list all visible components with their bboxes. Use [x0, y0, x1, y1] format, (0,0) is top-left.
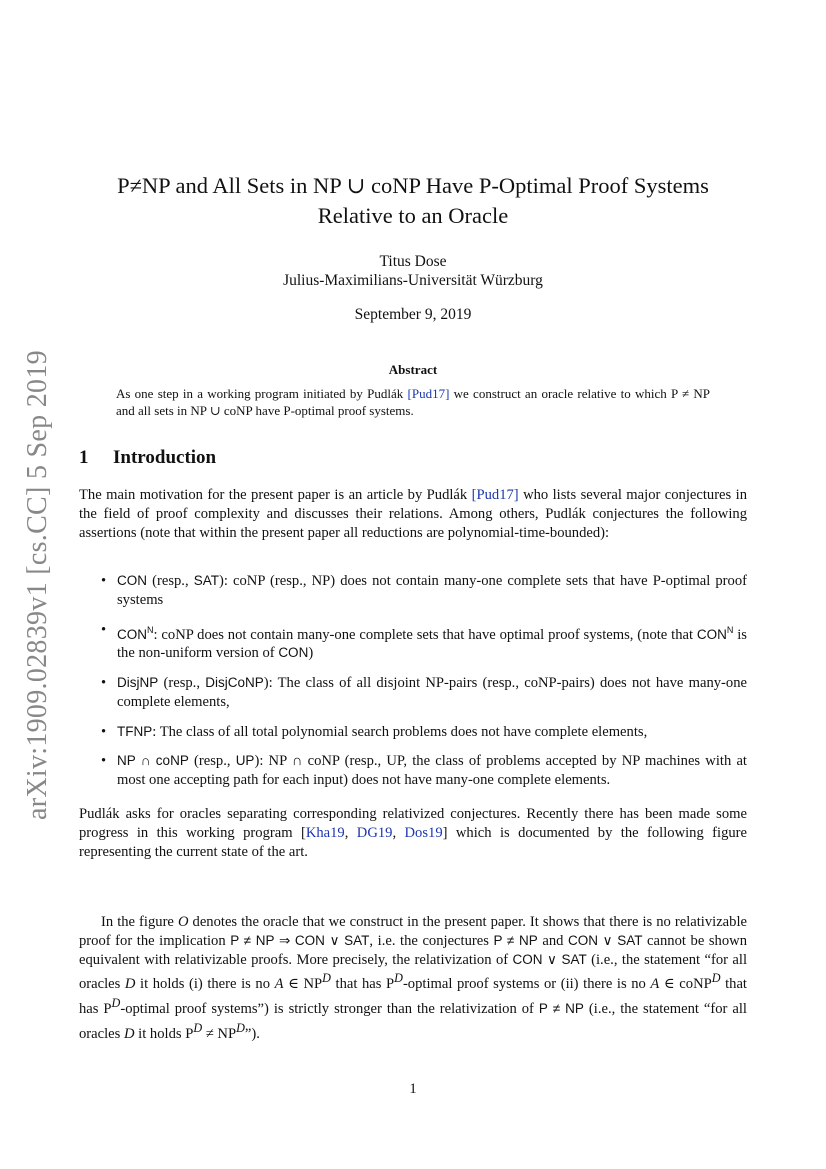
abstract-text-end: we construct an oracle relative to which P ≠ NP and all sets in NP ∪ coNP have P-optimal proof systems. [116, 386, 710, 418]
conjecture-text: ): NP ∩ coNP (resp., UP, the class of problems accepted by NP machines with at most one accepting path for each input) does not have many-one complete elements. [117, 753, 747, 789]
paragraph-text: denotes the oracle that we construct in the present paper. It shows that there is no relativizable proof for the implication [79, 914, 747, 949]
conjecture-list [79, 572, 747, 801]
list-item [79, 752, 747, 790]
conjecture-label: CON [117, 573, 147, 588]
oracle-text-start: Pudlák asks for oracles separating corresponding relativized conjectures. Recently there has been made some progress in this working program [ [79, 806, 747, 841]
math-expression: CON ∨ SAT [567, 932, 643, 948]
oracle-paragraph [79, 805, 747, 861]
citation-link-dg19[interactable]: DG19 [356, 824, 393, 841]
conjecture-label: DisjCoNP [205, 675, 264, 691]
math-superscript: D [322, 971, 331, 986]
paragraph-text: -optimal proof systems”) is strictly stronger than the relativization of [120, 1000, 539, 1017]
conjecture-label: CON [278, 645, 309, 661]
math-superscript: D [111, 996, 121, 1011]
title-line-2: Relative to an Oracle [317, 203, 509, 228]
citation-link-dos19[interactable]: Dos19 [404, 824, 443, 841]
paragraph-text: ”). [244, 1025, 260, 1042]
paragraph-text: -optimal proof systems or (ii) there is no [402, 976, 651, 993]
conjecture-label: UP [235, 753, 255, 769]
list-item [79, 674, 747, 712]
author-name: Titus Dose [379, 253, 447, 270]
paragraph-text: In the figure [101, 914, 178, 930]
conjecture-text: : The class of all total polynomial search problems does not have complete elements, [152, 723, 648, 740]
math-superscript: D [711, 971, 721, 986]
bullet-marker: • [101, 621, 107, 638]
page-number: 1 [409, 1081, 417, 1097]
conjecture-text: ): coNP (resp., NP) does not contain many-one complete sets that have P-optimal proof systems [117, 573, 747, 608]
list-item [79, 572, 747, 610]
conjecture-label: DisjNP [117, 675, 159, 691]
author-affiliation: Julius-Maximilians-Universität Würzburg [283, 272, 543, 289]
paper-date: September 9, 2019 [354, 306, 472, 323]
conjecture-text: (resp., [188, 753, 236, 770]
conjecture-text: : coNP does not contain many-one complete sets that have optimal proof systems, (note that [153, 626, 697, 643]
bullet-marker: • [101, 675, 107, 692]
citation-link-pud17-intro[interactable]: [Pud17] [471, 487, 519, 503]
math-expression: P ≠ NP ⇒ CON ∨ SAT [230, 932, 370, 948]
figure-paragraph [79, 913, 747, 1043]
intro-text-end: who lists several major conjectures in the field of proof complexity and discusses their relations. Among others, Pudlák conjectures the following assertions (note that within the present paper all reductions are polynomial-time-bounded): [79, 487, 747, 541]
paragraph-text: (i.e., the statement “for all oracles [79, 951, 747, 993]
bullet-marker: • [101, 573, 107, 589]
paragraph-text: cannot be shown equivalent with relativizable proofs. More precisely, the relativization of [79, 932, 747, 968]
intro-paragraph [79, 486, 747, 542]
citation-separator: , [392, 824, 405, 841]
paragraph-text: that has P [79, 976, 747, 1017]
paragraph-text: ∈ coNP [659, 976, 712, 993]
paragraph-text: and [537, 932, 568, 949]
conjecture-text: (resp., [158, 675, 206, 692]
conjecture-superscript: N [147, 624, 154, 635]
paragraph-text: ≠ NP [202, 1025, 237, 1042]
intro-text-start: The main motivation for the present paper is an article by Pudlák [79, 487, 472, 503]
citation-separator: , [344, 824, 357, 841]
paper-title [60, 171, 766, 231]
conjecture-label: CON [696, 626, 727, 642]
section-heading [79, 447, 216, 469]
conjecture-label: SAT [193, 573, 219, 588]
math-expression: P ≠ NP [493, 932, 538, 948]
abstract-body [116, 385, 710, 419]
title-line-1: P≠NP and All Sets in NP ∪ coNP Have P-Optimal Proof Systems [117, 173, 709, 198]
arxiv-identifier: arXiv:1909.02839v1 [cs.CC] 5 Sep 2019 [22, 350, 53, 820]
math-symbol: D [123, 1025, 135, 1042]
conjecture-label: CON [117, 626, 147, 642]
citation-link-kha19[interactable]: Kha19 [305, 824, 345, 841]
math-superscript: D [236, 1020, 245, 1035]
math-symbol: D [124, 976, 136, 993]
abstract-text-start: As one step in a working program initiated by Pudlák [116, 386, 408, 401]
conjecture-label: NP ∩ coNP [117, 753, 189, 769]
section-title: Introduction [113, 447, 217, 468]
paragraph-text: it holds (i) there is no [135, 976, 275, 993]
citation-link-pud17[interactable]: [Pud17] [407, 386, 450, 401]
math-superscript: D [193, 1020, 203, 1035]
bullet-marker: • [101, 723, 107, 740]
paragraph-text: ∈ NP [283, 976, 323, 993]
math-expression: CON ∨ SAT [512, 951, 587, 967]
bullet-marker: • [101, 753, 107, 770]
math-symbol: A [274, 976, 284, 993]
paragraph-text: , i.e. the conjectures [369, 932, 494, 949]
conjecture-text: ): The class of all disjoint NP-pairs (resp., coNP-pairs) does not have many-one complete elements, [117, 675, 747, 710]
oracle-text-end: ] which is documented by the following figure representing the current state of the art. [79, 824, 747, 860]
conjecture-superscript: N [726, 624, 734, 635]
paragraph-text: (i.e., the statement “for all oracles [79, 1000, 747, 1042]
section-number: 1 [79, 447, 89, 468]
list-item [79, 621, 747, 663]
conjecture-label: TFNP [117, 723, 153, 739]
math-superscript: D [394, 971, 403, 986]
abstract-heading: Abstract [388, 362, 438, 377]
math-symbol: O [177, 914, 189, 930]
paragraph-text: it holds P [134, 1025, 194, 1042]
math-symbol: A [650, 976, 660, 993]
paragraph-text: that has P [330, 976, 395, 993]
list-item [79, 723, 747, 742]
conjecture-text: (resp., [147, 573, 194, 589]
conjecture-text: ) [308, 645, 314, 662]
math-expression: P ≠ NP [538, 1000, 584, 1016]
conjecture-text: is the non-uniform version of [117, 626, 747, 662]
